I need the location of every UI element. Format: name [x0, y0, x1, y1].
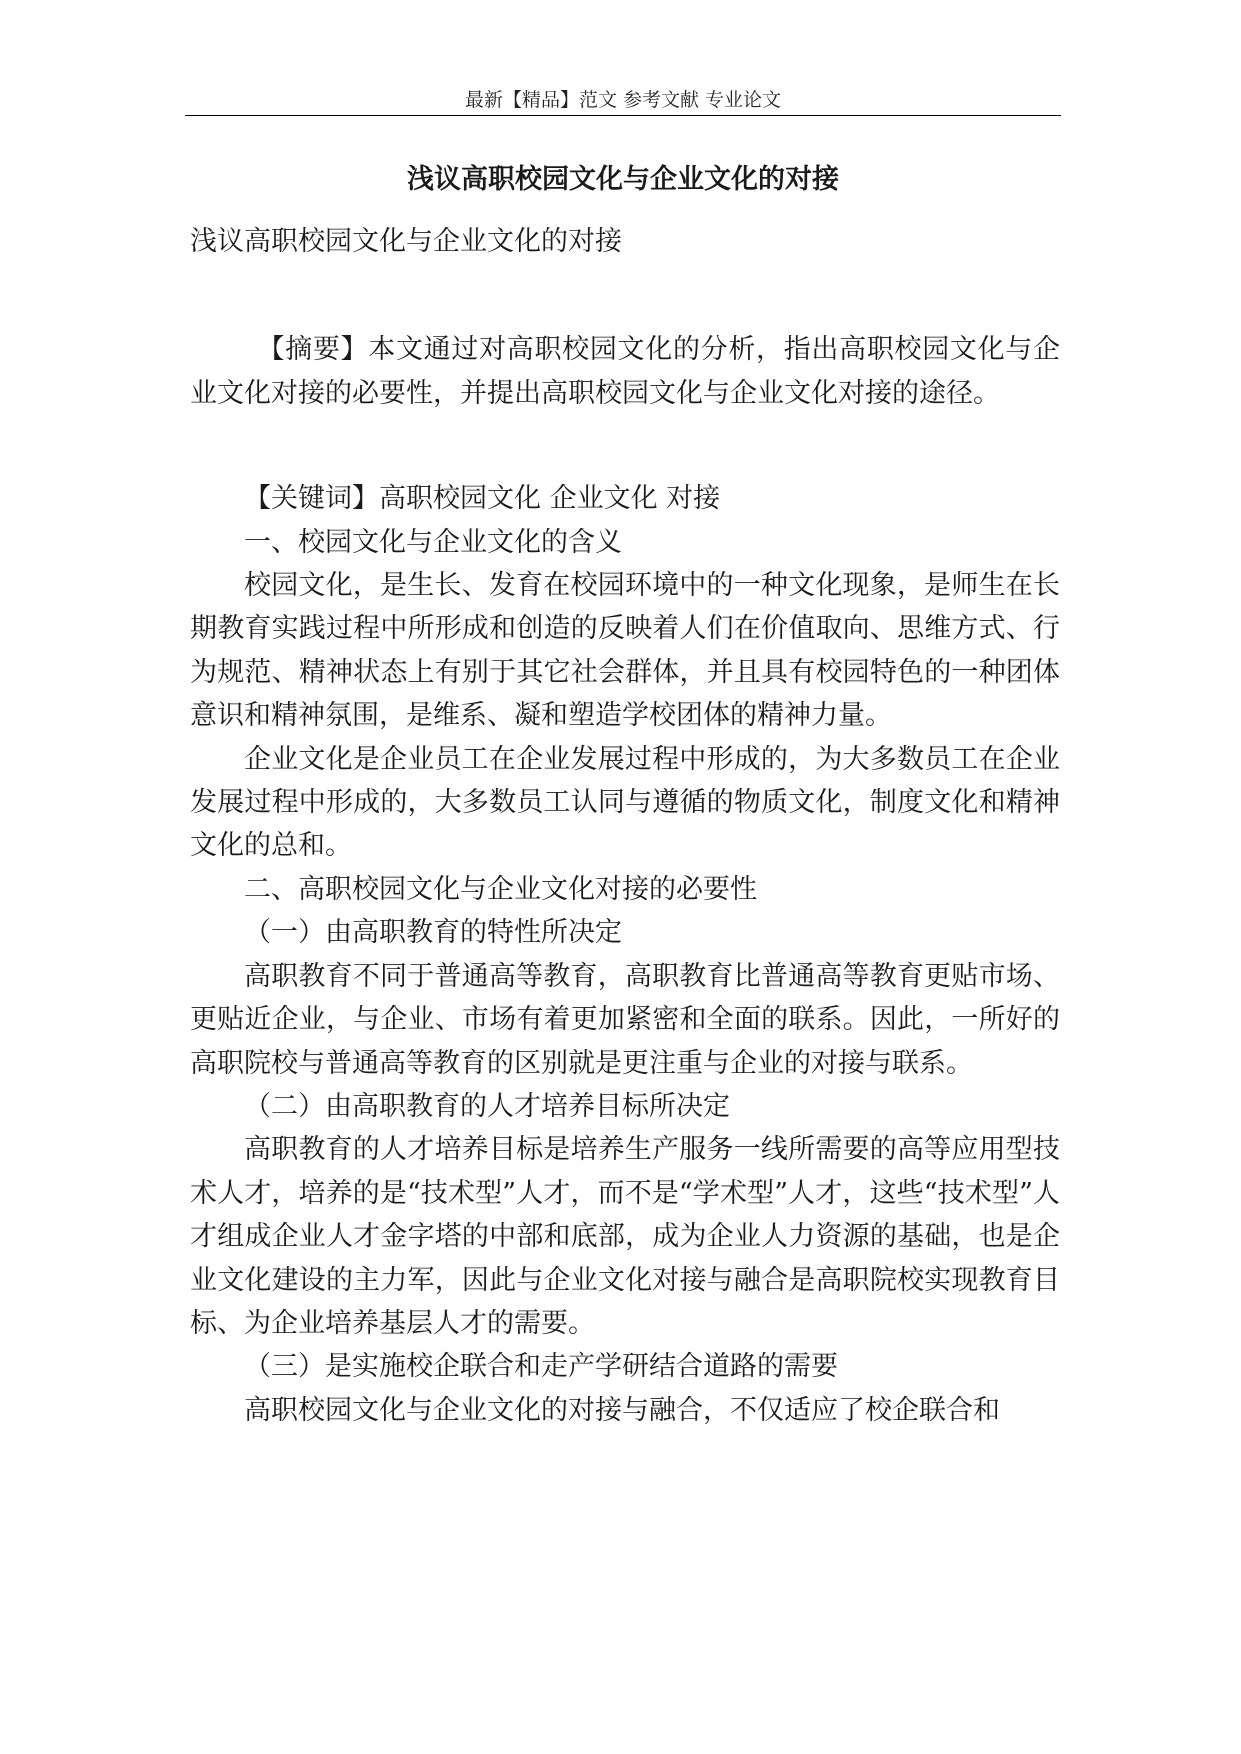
document-title: 浅议高职校园文化与企业文化的对接 — [407, 164, 839, 195]
body-paragraph: 高职校园文化与企业文化的对接与融合，不仅适应了校企联合和 — [244, 1394, 1000, 1426]
abstract-paragraph: 【摘要】本文通过对高职校园文化的分析，指出高职校园文化与企业文化对接的必要性，并提出高职校园文化与企业文化对接的途径。 — [190, 334, 1060, 409]
subsection-heading-3: （三）是实施校企联合和走产学研结合道路的需要 — [244, 1351, 838, 1383]
body-paragraph: 高职教育不同于普通高等教育，高职教育比普通高等教育更贴市场、更贴近企业，与企业、市场有着更加紧密和全面的联系。因此，一所好的高职院校与普通高等教育的区别就是更注重与企业的对接与联系。 — [190, 960, 1060, 1079]
header-rule — [185, 115, 1061, 116]
subsection-heading-2: （二）由高职教育的人才培养目标所决定 — [244, 1090, 730, 1122]
body-paragraph: 高职教育的人才培养目标是培养生产服务一线所需要的高等应用型技术人才，培养的是“技术型”人才，而不是“学术型”人才，这些“技术型”人才组成企业人才金字塔的中部和底部，成为企业人力资源的基础，也是企业文化建设的主力军，因此与企业文化对接与融合是高职院校实现教育目标、为企业培养基层人才的需要。 — [190, 1134, 1060, 1339]
body-paragraph: 企业文化是企业员工在企业发展过程中形成的，为大多数员工在企业发展过程中形成的，大多数员工认同与遵循的物质文化，制度文化和精神文化的总和。 — [190, 743, 1060, 862]
document-subtitle: 浅议高职校园文化与企业文化的对接 — [190, 226, 622, 257]
keywords-line: 【关键词】高职校园文化 企业文化 对接 — [244, 483, 721, 515]
section-heading-1: 一、校园文化与企业文化的含义 — [244, 526, 622, 558]
spacer — [190, 415, 1060, 477]
spacer — [190, 263, 1060, 328]
section-heading-2: 二、高职校园文化与企业文化对接的必要性 — [244, 873, 757, 905]
body-paragraph: 校园文化，是生长、发育在校园环境中的一种文化现象，是师生在长期教育实践过程中所形成和创造的反映着人们在价值取向、思维方式、行为规范、精神状态上有别于其它社会群体，并且具有校园特色的一种团体意识和精神氛围，是维系、凝和塑造学校团体的精神力量。 — [190, 570, 1060, 732]
page-header: 最新【精品】范文 参考文献 专业论文 — [464, 89, 782, 111]
subsection-heading-1: （一）由高职教育的特性所决定 — [244, 917, 622, 949]
document-body — [190, 220, 1060, 1432]
